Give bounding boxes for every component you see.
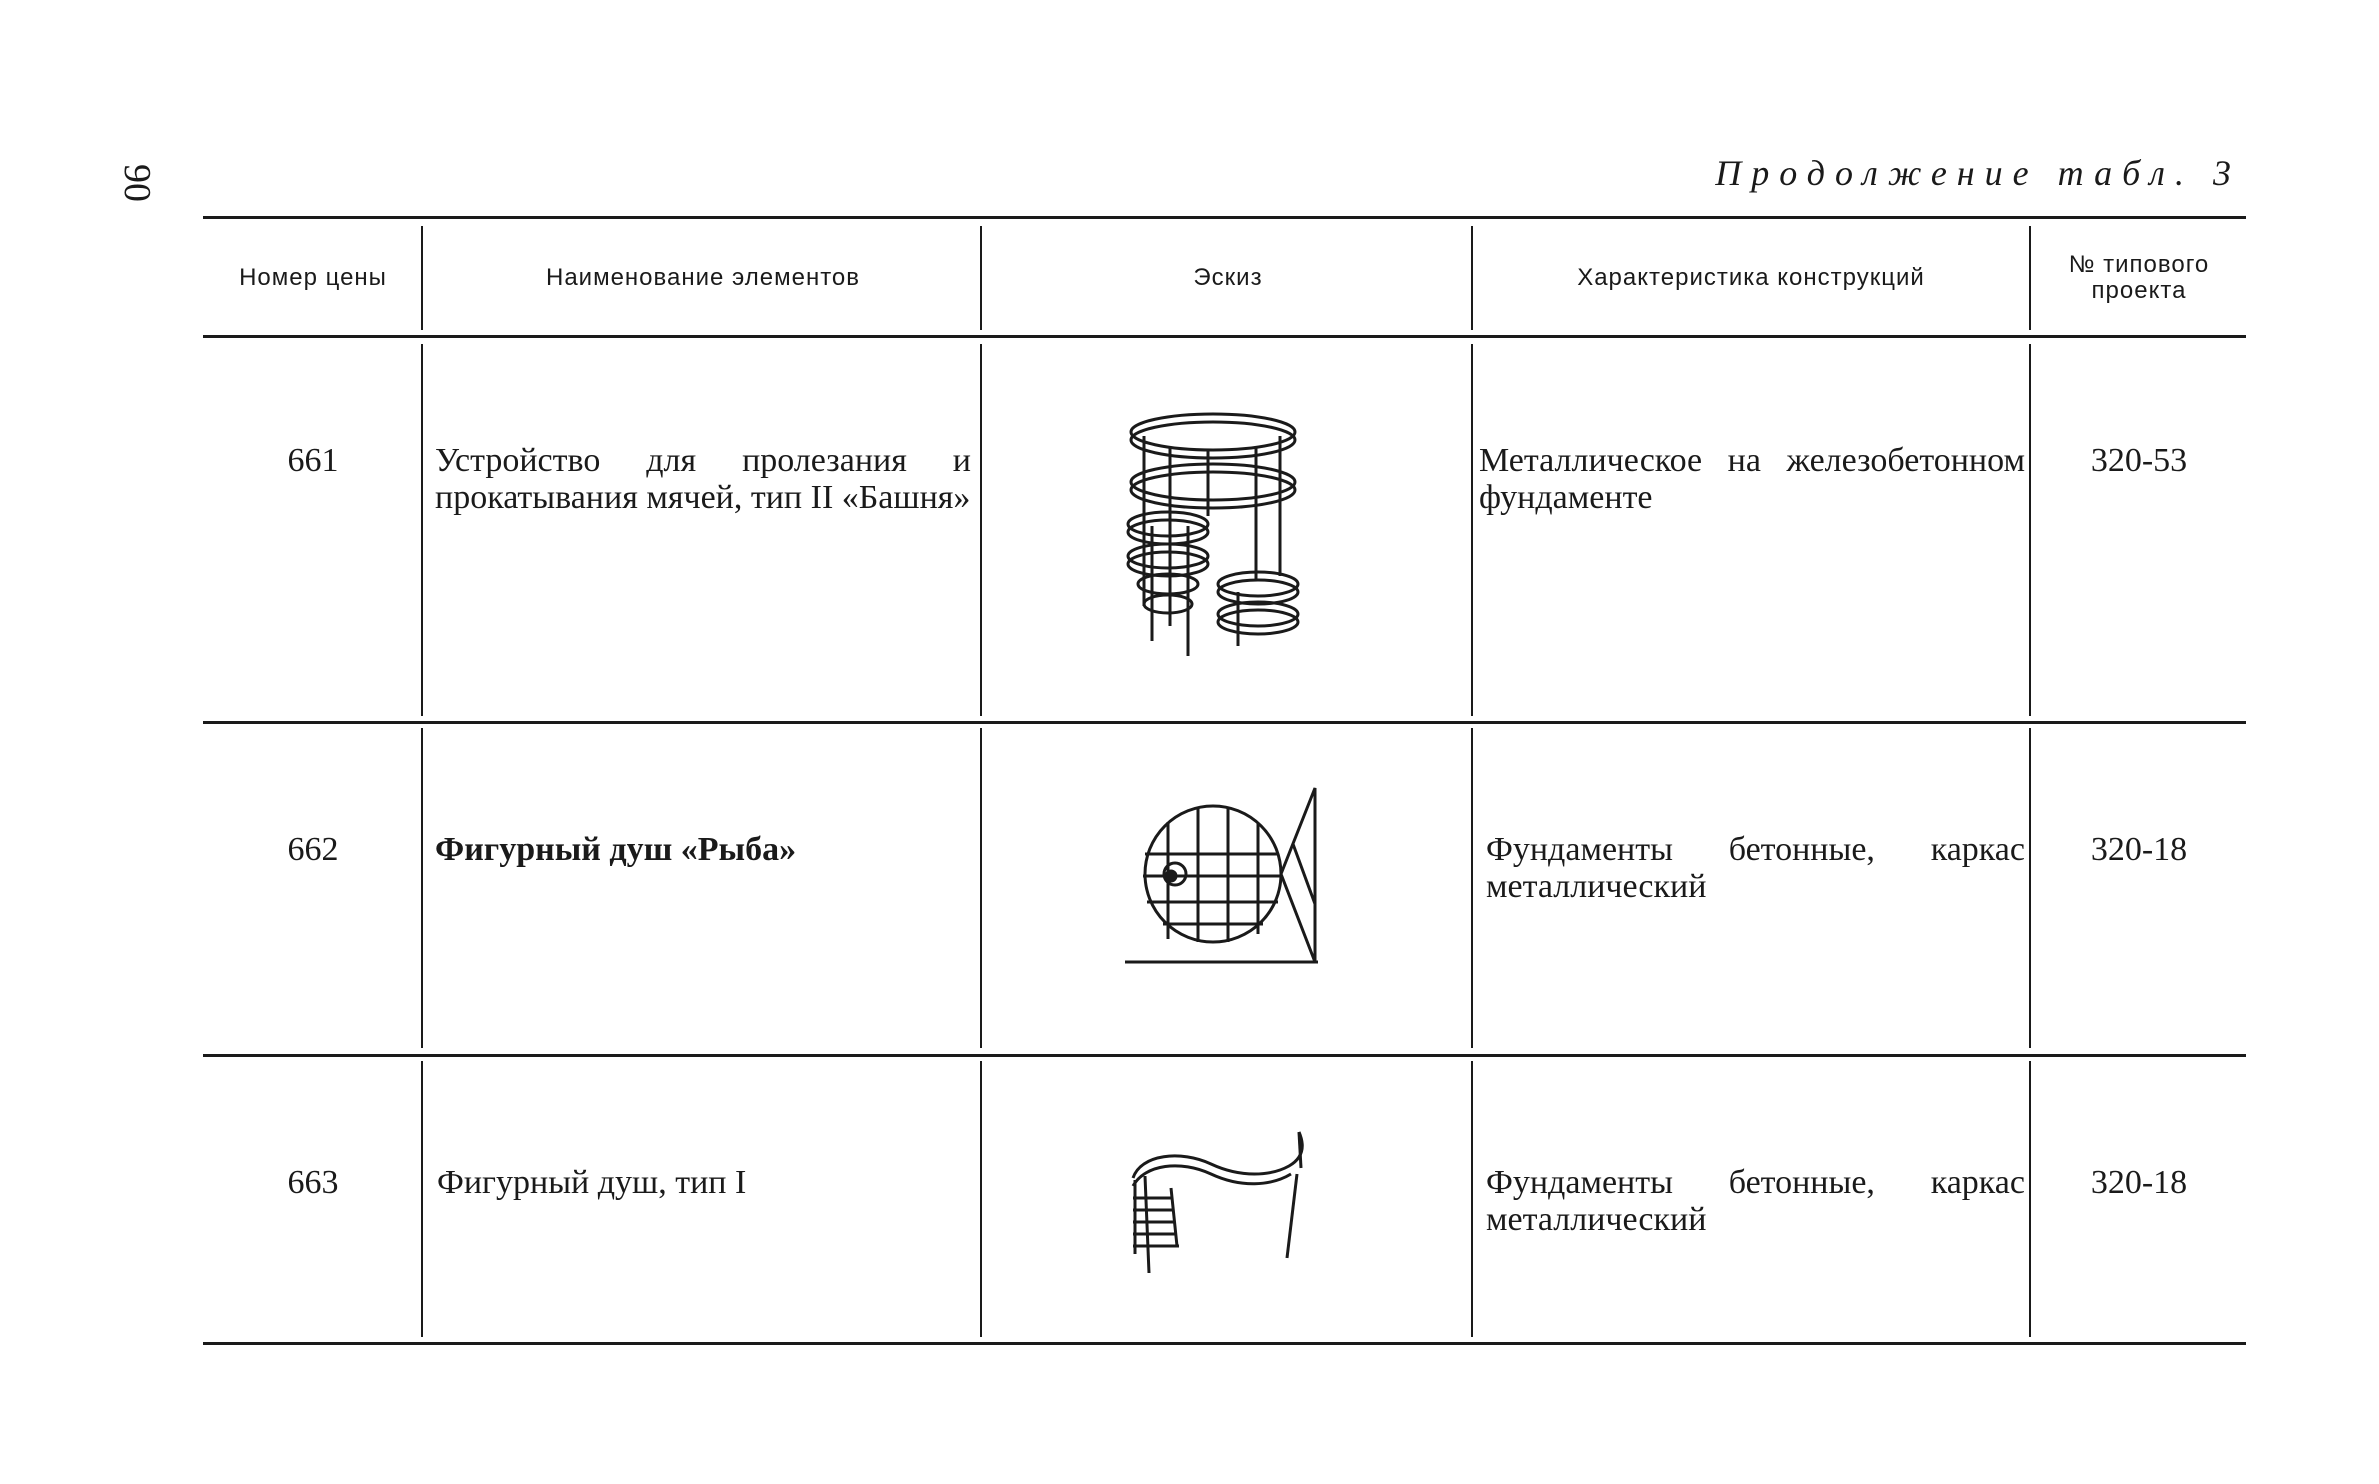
column-divider [980, 1061, 982, 1337]
column-divider [1471, 728, 1473, 1048]
header-project-number: № типового проекта [2068, 251, 2210, 304]
column-divider [421, 728, 423, 1048]
header-construction: Характеристика конструкций [1577, 264, 1925, 291]
row-construction: Фундаменты бетонные, каркас металлический [1486, 1164, 2025, 1238]
column-divider [2029, 344, 2031, 716]
row-element-name: Фигурный душ «Рыба» [435, 831, 797, 868]
row-construction: Металлическое на железобетонном фундаменте [1479, 442, 2025, 516]
row-price-number: 662 [287, 831, 339, 868]
tower-climbing-frame-icon [1108, 406, 1308, 666]
row-divider [203, 721, 2246, 724]
fish-shower-icon [1123, 784, 1323, 974]
column-divider [2029, 226, 2031, 330]
row-project-number: 320-18 [2090, 831, 2188, 868]
table-top-rule [203, 216, 2246, 219]
column-divider [1471, 226, 1473, 330]
column-divider [1471, 344, 1473, 716]
column-divider [980, 344, 982, 716]
row-construction: Фундаменты бетонные, каркас металлический [1486, 831, 2025, 905]
column-divider [980, 728, 982, 1048]
column-divider [2029, 728, 2031, 1048]
row-project-number: 320-53 [2090, 442, 2188, 479]
table-bottom-rule [203, 1342, 2246, 1345]
column-divider [1471, 1061, 1473, 1337]
column-divider [2029, 1061, 2031, 1337]
curved-shower-icon [1121, 1128, 1321, 1278]
row-price-number: 663 [287, 1164, 339, 1201]
row-project-number: 320-18 [2090, 1164, 2188, 1201]
row-price-number: 661 [287, 442, 339, 479]
row-element-name: Устройство для пролезания и прокатывания мячей, тип II «Башня» [435, 442, 971, 516]
column-divider [421, 344, 423, 716]
column-divider [980, 226, 982, 330]
row-element-name: Фигурный душ, тип I [437, 1164, 747, 1201]
header-element-name: Наименование элементов [545, 264, 861, 291]
column-divider [421, 1061, 423, 1337]
table-continuation-title: Продолжение табл. 3 [1715, 153, 2241, 193]
header-price-number: Номер цены [239, 264, 387, 291]
row-divider [203, 1054, 2246, 1057]
column-divider [421, 226, 423, 330]
page-number: 90 [116, 164, 158, 202]
header-bottom-rule [203, 335, 2246, 338]
header-sketch: Эскиз [1193, 264, 1263, 291]
